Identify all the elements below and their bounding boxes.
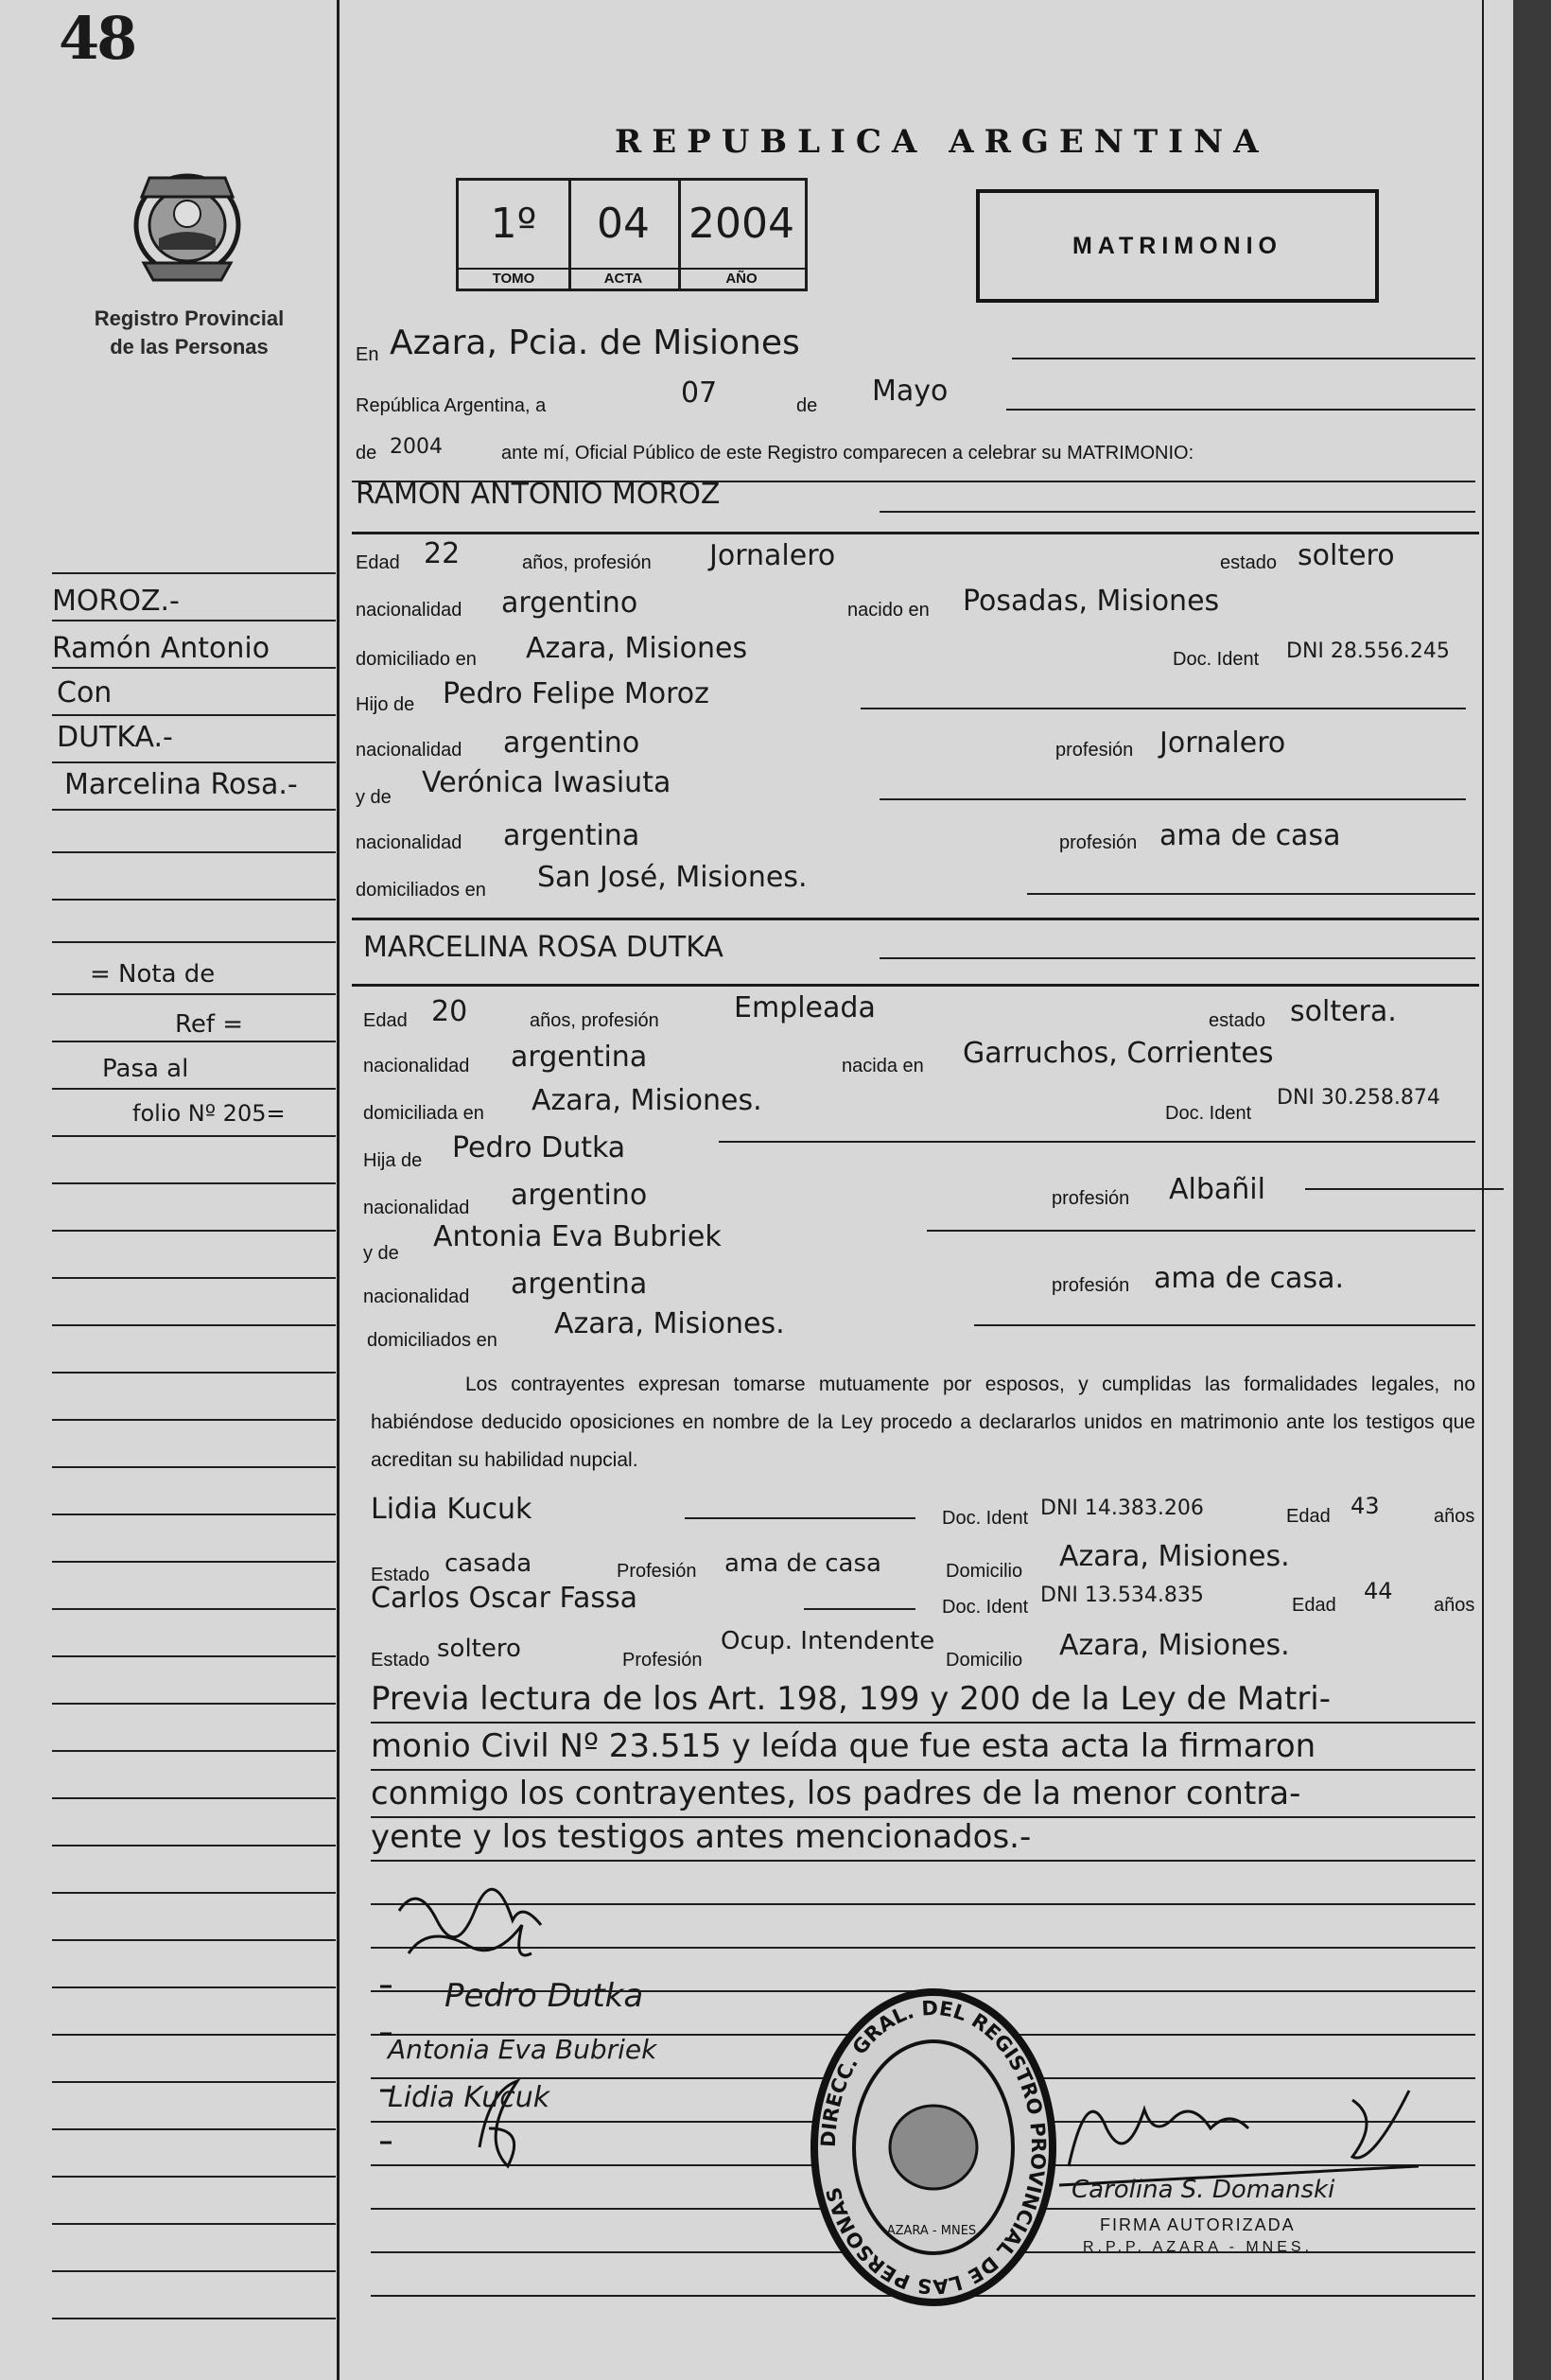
label-comparecen: ante mí, Oficial Público de este Registro comparecen a celebrar su MATRIMONIO: — [501, 443, 1194, 464]
witness-1-name: Lidia Kucuk — [371, 1493, 532, 1526]
label-domicilio-w2: Domicilio — [946, 1650, 1023, 1671]
acta-label: ACTA — [568, 268, 678, 289]
groom-father-nationality: argentino — [503, 726, 640, 760]
label-hija-de: Hija de — [363, 1150, 423, 1171]
record-number-box — [456, 178, 808, 291]
registry-name — [66, 305, 312, 361]
official-title: FIRMA AUTORIZADA — [1100, 2215, 1296, 2234]
label-profesion-w2: Profesión — [622, 1650, 703, 1671]
label-nacionalidad-bf: nacionalidad — [363, 1198, 470, 1218]
groom-name: RAMON ANTONIO MOROZ — [356, 478, 721, 511]
bride-separator — [352, 984, 1479, 987]
label-estado-w1: Estado — [371, 1565, 430, 1585]
bride-father-profession: Albañil — [1169, 1173, 1265, 1206]
witness-2-doc: DNI 13.534.835 — [1040, 1584, 1204, 1607]
bride-nationality: argentina — [511, 1041, 648, 1074]
groom-domicile: Azara, Misiones — [526, 632, 748, 665]
ano-label: AÑO — [678, 268, 805, 289]
provincial-seal-icon — [127, 159, 248, 286]
groom-mother: Verónica Iwasiuta — [422, 766, 671, 799]
label-domiciliado-en: domiciliado en — [356, 649, 477, 670]
label-domiciliados-en: domiciliados en — [356, 880, 486, 901]
witness-2-domicile: Azara, Misiones. — [1059, 1629, 1290, 1662]
document-type-box: MATRIMONIO — [976, 189, 1379, 303]
groom-doc: DNI 28.556.245 — [1286, 639, 1450, 663]
label-nacida-en: nacida en — [842, 1056, 924, 1076]
right-margin-rule — [1482, 0, 1484, 2380]
margin-name-1: MOROZ.- — [52, 585, 180, 618]
margin-name-2: Ramón Antonio — [52, 632, 270, 665]
groom-father-profession: Jornalero — [1159, 726, 1286, 760]
label-profesion-gf: profesión — [1055, 740, 1134, 761]
groom-born-in: Posadas, Misiones — [963, 585, 1220, 618]
label-nacido-en: nacido en — [847, 600, 930, 621]
label-en: En — [356, 344, 379, 365]
closing-note-line-2: monio Civil Nº 23.515 y leída que fue esta acta la firmaron — [371, 1727, 1316, 1765]
witness-1-doc: DNI 14.383.206 — [1040, 1496, 1204, 1520]
declaration-paragraph: Los contrayentes expresan tomarse mutuamente por esposos, y cumplidas las formalidades legales, no habiéndose deducido oposiciones en nombre de la Ley procedo a declararlos unidos en matrimonio ante los testigos que acreditan su habilidad nupcial. — [371, 1374, 1475, 1471]
bride-father-nationality: argentino — [511, 1179, 648, 1212]
label-nacionalidad-b: nacionalidad — [363, 1056, 470, 1076]
margin-name-5: Marcelina Rosa.- — [64, 768, 298, 801]
official-stamp-icon — [809, 1986, 1059, 2308]
bride-name: MARCELINA ROSA DUTKA — [363, 931, 723, 964]
place: Azara, Pcia. de Misiones — [390, 324, 800, 362]
label-nacionalidad-gm: nacionalidad — [356, 832, 462, 853]
bride-mother: Antonia Eva Bubriek — [433, 1220, 722, 1253]
witness-2-status: soltero — [437, 1635, 521, 1663]
label-edad-w2: Edad — [1292, 1595, 1336, 1616]
left-margin-rule — [337, 0, 340, 2380]
official-signature-name: Carolina S. Domanski — [1072, 2176, 1335, 2204]
groom-mother-nationality: argentina — [503, 819, 640, 852]
bride-status: soltera. — [1290, 995, 1397, 1028]
margin-name-4: DUTKA.- — [57, 721, 173, 754]
groom-profession: Jornalero — [709, 539, 836, 572]
groom-age: 22 — [424, 537, 461, 570]
label-estado-b: estado — [1209, 1010, 1266, 1031]
label-edad-w1: Edad — [1286, 1506, 1331, 1527]
official-office: R.P.P. AZARA - MNES. — [1083, 2239, 1314, 2255]
label-doc-ident-b: Doc. Ident — [1165, 1103, 1252, 1124]
groom-parents-domicile: San José, Misiones. — [537, 861, 808, 894]
margin-note-1: = Nota de — [90, 960, 216, 989]
label-domiciliados-en-b: domiciliados en — [367, 1330, 497, 1351]
registry-line-1: Registro Provincial — [94, 306, 285, 330]
witness-2-name: Carlos Oscar Fassa — [371, 1582, 638, 1615]
bride-born-in: Garruchos, Corrientes — [963, 1037, 1274, 1070]
label-y-de-b: y de — [363, 1243, 399, 1264]
label-estado-w2: Estado — [371, 1650, 430, 1671]
label-profesion-bm: profesión — [1052, 1275, 1130, 1296]
label-nacionalidad: nacionalidad — [356, 600, 462, 621]
bride-age: 20 — [431, 995, 468, 1028]
witness-2-age: 44 — [1364, 1578, 1393, 1604]
official-block — [1026, 2176, 1334, 2256]
label-hijo-de: Hijo de — [356, 694, 415, 715]
margin-name-3: Con — [57, 676, 113, 709]
groom-nationality: argentino — [501, 586, 638, 620]
witness-1-status: casada — [444, 1549, 532, 1578]
witness-1-age: 43 — [1351, 1493, 1380, 1519]
tomo-value: 1º — [490, 200, 537, 248]
bride-top-separator — [352, 918, 1479, 920]
day: 07 — [681, 376, 718, 410]
margin-note-4: folio Nº 205= — [132, 1100, 286, 1127]
groom-separator — [352, 532, 1479, 534]
label-domiciliada-en: domiciliada en — [363, 1103, 484, 1124]
document-title: REPUBLICA ARGENTINA — [615, 123, 1269, 161]
witness-2-profession: Ocup. Intendente — [721, 1627, 935, 1655]
margin-note-2: Ref = — [175, 1010, 244, 1039]
label-edad: Edad — [356, 552, 400, 573]
label-y-de: y de — [356, 787, 392, 808]
page-number: 48 — [59, 4, 135, 73]
witness-1-profession: ama de casa — [724, 1549, 881, 1578]
margin-note-3: Pasa al — [102, 1055, 189, 1083]
acta-cell — [568, 181, 681, 289]
ano-cell — [678, 181, 805, 289]
bride-profession: Empleada — [734, 991, 876, 1024]
bride-parents-domicile: Azara, Misiones. — [554, 1307, 785, 1340]
label-doc-ident-w1: Doc. Ident — [942, 1508, 1029, 1529]
signature-pedro-dutka: Pedro Dutka — [444, 1977, 644, 2015]
label-domicilio-w1: Domicilio — [946, 1561, 1023, 1582]
stamp-text: DIRECC. GRAL. DEL REGISTRO PROVINCIAL DE LAS PERSONAS — [816, 1996, 1051, 2299]
label-anos-w2: años — [1434, 1595, 1475, 1616]
label-edad-b: Edad — [363, 1010, 408, 1031]
label-nacionalidad-gf: nacionalidad — [356, 740, 462, 761]
ano-value: 2004 — [688, 200, 794, 248]
label-anos-profesion: años, profesión — [522, 552, 652, 573]
bride-father: Pedro Dutka — [452, 1131, 626, 1164]
groom-mother-profession: ama de casa — [1159, 819, 1341, 852]
label-doc-ident: Doc. Ident — [1173, 649, 1260, 670]
label-anos-profesion-b: años, profesión — [530, 1010, 659, 1031]
label-anos-w1: años — [1434, 1506, 1475, 1527]
stamp-inner-text: AZARA - MNES. — [886, 2224, 981, 2238]
closing-note-line-4: yente y los testigos antes mencionados.- — [371, 1818, 1032, 1856]
label-profesion-w1: Profesión — [617, 1561, 697, 1582]
label-de-year: de — [356, 443, 377, 464]
label-republica: República Argentina, a — [356, 395, 547, 416]
tomo-label: TOMO — [459, 268, 568, 289]
closing-note-line-1: Previa lectura de los Art. 198, 199 y 200 de la Ley de Matri- — [371, 1680, 1332, 1718]
witness-1-domicile: Azara, Misiones. — [1059, 1540, 1290, 1573]
bride-mother-profession: ama de casa. — [1154, 1262, 1344, 1295]
label-de: de — [796, 395, 818, 416]
label-doc-ident-w2: Doc. Ident — [942, 1597, 1029, 1618]
label-profesion-gm: profesión — [1059, 832, 1138, 853]
tomo-cell — [459, 181, 571, 289]
acta-value: 04 — [597, 200, 650, 248]
month: Mayo — [872, 375, 949, 408]
groom-status: soltero — [1298, 539, 1395, 572]
label-nacionalidad-bm: nacionalidad — [363, 1286, 470, 1307]
closing-note-line-3: conmigo los contrayentes, los padres de la menor contra- — [371, 1775, 1301, 1812]
page-edge — [1513, 0, 1551, 2380]
bride-mother-nationality: argentina — [511, 1268, 648, 1301]
bride-domicile: Azara, Misiones. — [532, 1084, 762, 1117]
year: 2004 — [390, 435, 443, 459]
registry-line-2: de las Personas — [110, 335, 269, 359]
label-estado: estado — [1220, 552, 1278, 573]
bride-doc: DNI 30.258.874 — [1277, 1086, 1440, 1110]
label-profesion-bf: profesión — [1052, 1188, 1130, 1209]
signature-antonia: Antonia Eva Bubriek — [388, 2034, 657, 2065]
groom-father: Pedro Felipe Moroz — [443, 677, 709, 710]
signature-lidia: Lidia Kucuk — [388, 2081, 550, 2114]
